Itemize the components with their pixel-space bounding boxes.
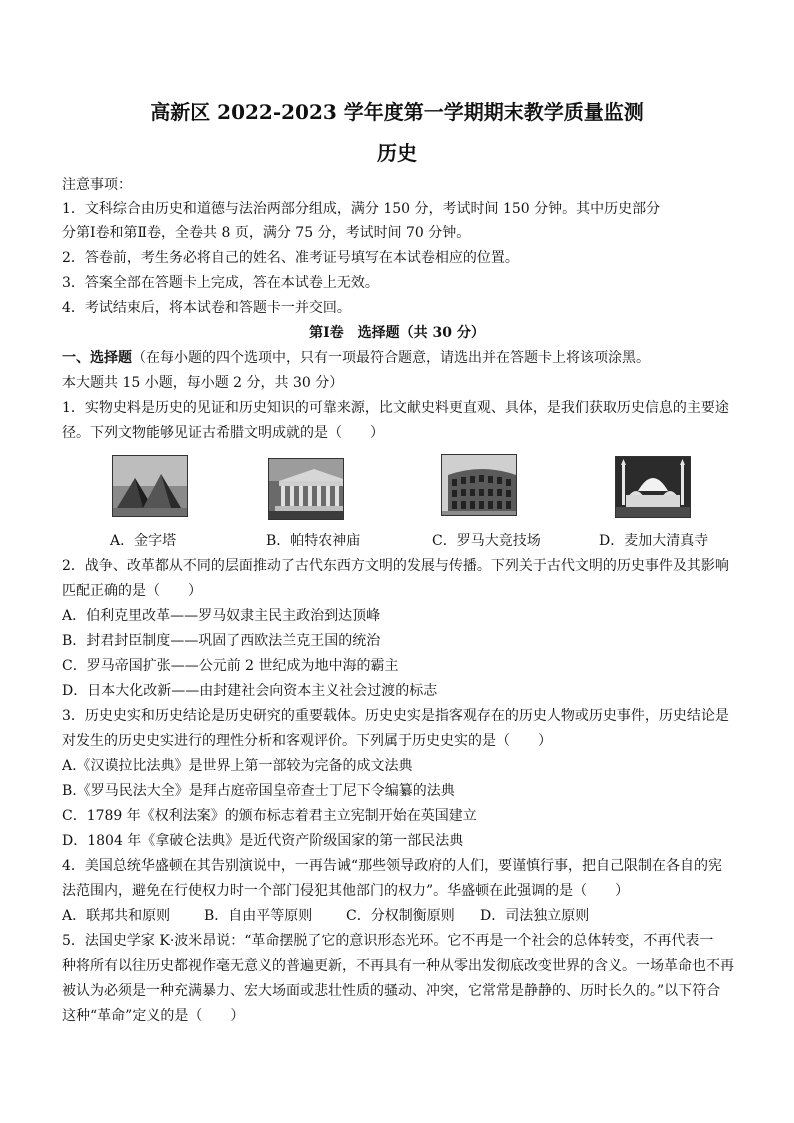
notice-item: 3．答案全部在答题卡上完成，答在本试卷上无效。 [62,275,379,291]
exam-title: 高新区 2022-2023 学年度第一学期期末教学质量监测 [150,100,644,124]
q1-option-b: B．帕特农神庙 [266,533,361,549]
section-heading: 第Ⅰ卷 选择题（共 30 分） [309,325,485,341]
q3-option-c: C．1789 年《权利法案》的颁布标志着君主立宪制开始在英国建立 [62,808,477,824]
notice-heading: 注意事项： [62,177,132,193]
question-5-stem-cont: 被认为必须是一种充满暴力、宏大场面或悲壮性质的骚动、冲突，它常常是静静的、历时长久的。”以下符合 [62,983,721,999]
q2-option-a: A．伯利克里改革——罗马奴隶主民主政治到达顶峰 [62,608,381,624]
colosseum-image [441,454,517,516]
q4-option-a: A．联邦共和原则 [62,908,171,924]
question-3-stem: 3．历史史实和历史结论是历史研究的重要载体。历史史实是指客观存在的历史人物或历史事件，历史结论是 [62,708,729,724]
pyramids-image [112,455,188,517]
question-2-stem: 2．战争、改革都从不同的层面推动了古代东西方文明的发展与传播。下列关于古代文明的历史事件及其影响 [62,558,729,574]
section-instruction-cont: 本大题共 15 小题，每小题 2 分，共 30 分） [62,375,344,391]
q3-option-d: D．1804 年《拿破仑法典》是近代资产阶级国家的第一部民法典 [62,833,464,849]
question-1-stem: 1．实物史料是历史的见证和历史知识的可靠来源，比文献史料更直观、具体，是我们获取历史信息的主要途 [62,400,729,416]
q2-option-c: C．罗马帝国扩张——公元前 2 世纪成为地中海的霸主 [62,658,399,674]
q4-option-b: B．自由平等原则 [204,908,313,924]
instruction-label: 一、选择题 [62,350,132,366]
parthenon-image [268,458,344,520]
q3-option-b: B.《罗马民法大全》是拜占庭帝国皇帝查士丁尼下令编纂的法典 [62,783,455,799]
question-5-stem-cont: 这种“革命”定义的是（ ） [62,1008,245,1024]
subject-title: 历史 [377,141,417,165]
notice-item: 4．考试结束后，将本试卷和答题卡一并交回。 [62,300,351,316]
q1-option-c: C．罗马大竞技场 [432,533,541,549]
mosque-image [615,456,691,518]
question-3-stem-cont: 对发生的历史史实进行的理性分析和客观评价。下列属于历史史实的是（ ） [62,733,552,749]
q3-option-a: A.《汉谟拉比法典》是世界上第一部较为完备的成文法典 [62,758,413,774]
q2-option-b: B．封君封臣制度——巩固了西欧法兰克王国的统治 [62,633,381,649]
question-4-stem-cont: 法范围内，避免在行使权力时一个部门侵犯其他部门的权力”。华盛顿在此强调的是（ ） [62,883,630,899]
question-2-stem-cont: 匹配正确的是（ ） [62,583,202,599]
section-instruction [62,350,742,366]
q1-option-a: A．金字塔 [110,533,177,549]
q2-option-d: D．日本大化改新——由封建社会向资本主义社会过渡的标志 [62,683,438,699]
notice-item: 1．文科综合由历史和道德与法治两部分组成，满分 150 分，考试时间 150 分钟。其中历史部分 [62,201,661,217]
question-5-stem-cont: 种将所有以往历史都视作毫无意义的普遍更新，不再具有一种从零出发彻底改变世界的含义。一场革命也不再 [62,958,734,974]
notice-item: 分第Ⅰ卷和第Ⅱ卷，全卷共 8 页，满分 75 分，考试时间 70 分钟。 [62,225,471,241]
q1-option-d: D．麦加大清真寺 [599,533,709,549]
question-5-stem: 5．法国史学家 K·波米昂说：“革命摆脱了它的意识形态光环。它不再是一个社会的总体转变，不再代表一 [62,933,714,949]
question-1-stem-cont: 径。下列文物能够见证古希腊文明成就的是（ ） [62,425,384,441]
question-4-stem: 4．美国总统华盛顿在其告别演说中，一再告诫“那些领导政府的人们，要谨慎行事，把自己限制在各自的宪 [62,858,723,874]
q4-option-c: C．分权制衡原则 [346,908,455,924]
notice-item: 2．答卷前，考生务必将自己的姓名、准考证号填写在本试卷相应的位置。 [62,250,519,266]
q4-option-d: D．司法独立原则 [480,908,590,924]
instruction-text: （在每小题的四个选项中，只有一项最符合题意，请选出并在答题卡上将该项涂黑。 [132,350,650,366]
